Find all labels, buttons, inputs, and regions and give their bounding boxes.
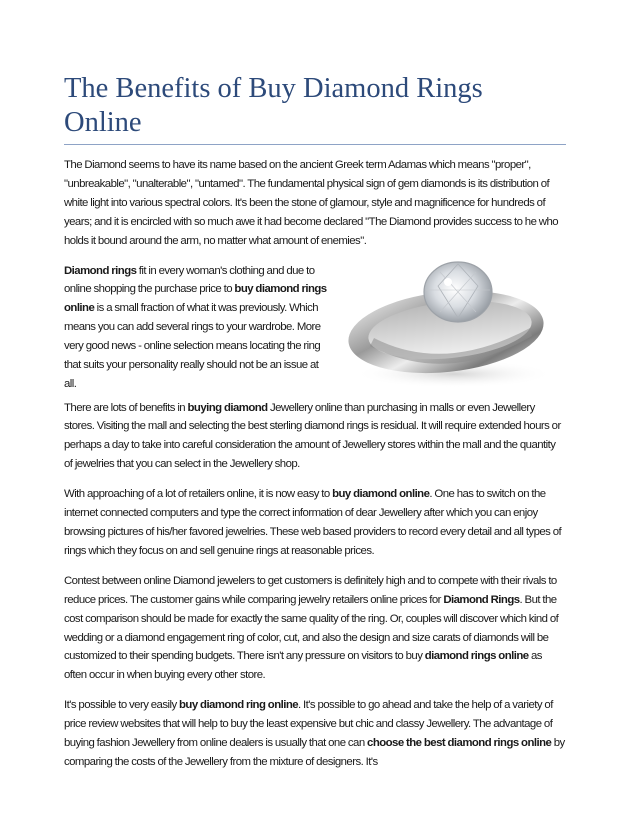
- retailers-text-2: . One has to switch on the internet connected computers and type the correct information of dear Jewellery after which you can enjoy browsing pictures of his/her favored jewelries. These web based providers to record every detail and all types of rings which they focus on and sell genuine rings at reasonable prices.: [64, 488, 562, 557]
- benefits-text-1: There are lots of benefits in: [64, 401, 188, 414]
- contest-paragraph: [64, 572, 566, 685]
- keyword-buy-diamond-ring-online: buy diamond ring online: [179, 699, 299, 712]
- keyword-buy-diamond-rings-online: buy diamond rings online: [64, 283, 327, 315]
- retailers-text-1: With approaching of a lot of retailers online, it is now easy to: [64, 488, 333, 501]
- keyword-choose-the-best: choose the best diamond rings online: [367, 737, 552, 750]
- benefits-paragraph: [64, 399, 566, 475]
- benefits-text-2: Jewellery online than purchasing in malls or even Jewellery stores. Visiting the mall and selecting the best sterling diamond rings is residual. It will require extended hours or perhaps a day to take into careful consideration the amount of Jewellery stores within the mall and the quantity of jewelries that you can select in the Jewellery shop.: [64, 401, 561, 471]
- keyword-diamond-rings-online: diamond rings online: [424, 650, 529, 663]
- keyword-diamond-rings: Diamond rings: [64, 264, 137, 277]
- contest-text-1: Contest between online Diamond jewelers to get customers is definitely high and to compete with their rivals to reduce prices. The customer gains while comparing jewelry retailers online prices for: [64, 574, 557, 606]
- keyword-buy-diamond-online: buy diamond online: [332, 488, 430, 501]
- intro-paragraph: The Diamond seems to have its name based on the ancient Greek term Adamas which means "proper", "unbreakable", "unalterable", "untamed". The fundamental physical sign of gem diamonds is its distribution of white light into various spectral colors. It's been the stone of glamour, style and magnificence for hundreds of years; and it is encircled with so much awe it had become declared "The Diamond provides success to he who holds it bound around the arm, no matter what amount of enemies".: [64, 159, 559, 247]
- diamond-ring-image: [334, 246, 566, 398]
- ring-section: [64, 262, 566, 388]
- price-review-text-3: by comparing the costs of the Jewellery from the mixture of designers. It's: [64, 737, 565, 768]
- contest-text-3: as often occur in when buying every other store.: [64, 650, 542, 682]
- rings-text-1: fit in every woman's clothing and due to online shopping the purchase price to: [64, 264, 315, 296]
- rings-text-2: is a small fraction of what it was previously. Which means you can add several rings to your wardrobe. More very good news - online selection means locating the ring that suits your personality really should not be an issue at all.: [64, 302, 321, 390]
- price-review-text-2: . It's possible to go ahead and take the help of a variety of price review websites that will help to buy the least expensive but chic and classy Jewellery. The advantage of buying fashion Jewellery from online dealers is usually that one can: [64, 699, 553, 750]
- document-title: The Benefits of Buy Diamond Rings Online: [64, 72, 566, 145]
- price-review-paragraph: [64, 696, 566, 772]
- contest-text-2: . But the cost comparison should be made for exactly the same quality of the ring. Or, couples will discover which kind of wedding or a diamond engagement ring of color, cut, and also the design and size carats of diamonds will be customized to their spending budgets. There isn't any pressure on visitors to buy: [64, 593, 559, 663]
- keyword-diamond-rings-2: Diamond Rings: [443, 593, 520, 606]
- price-review-text-1: It's possible to very easily: [64, 699, 180, 712]
- retailers-paragraph: [64, 485, 566, 561]
- rings-paragraph: [64, 262, 332, 394]
- document-page: [64, 72, 566, 772]
- keyword-buying-diamond: buying diamond: [187, 401, 268, 414]
